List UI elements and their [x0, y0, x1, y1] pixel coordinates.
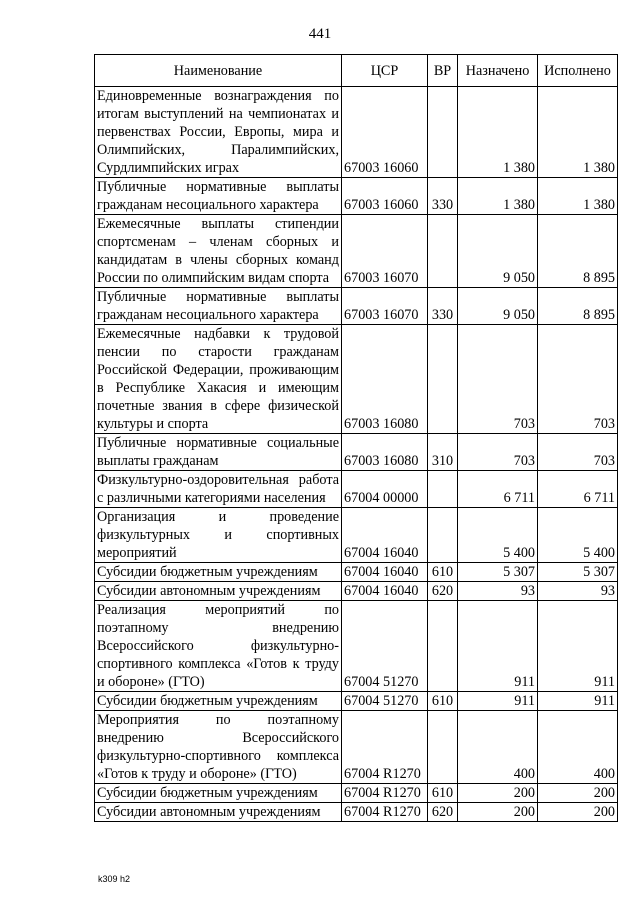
cell-csr: 67003 16060: [342, 87, 428, 178]
table-body: [95, 87, 618, 822]
cell-name: Субсидии бюджетным учреждениям: [95, 563, 342, 582]
table-row: [95, 508, 618, 563]
cell-name: Физкультурно-оздоровительная работа с различными категориями населения: [95, 471, 342, 508]
table-row: [95, 178, 618, 215]
header-name: Наименование: [95, 55, 342, 87]
cell-csr: 67003 16080: [342, 325, 428, 434]
cell-name: Организация и проведение физкультурных и спортивных мероприятий: [95, 508, 342, 563]
cell-assigned: 9 050: [458, 288, 538, 325]
cell-name: Ежемесячные надбавки к трудовой пенсии по старости гражданам Российской Федерации, проживающим в Республике Хакасия и имеющим почетные звания в сфере физической культуры и спорта: [95, 325, 342, 434]
table-row: [95, 601, 618, 692]
cell-executed: 5 307: [538, 563, 618, 582]
cell-assigned: 9 050: [458, 215, 538, 288]
cell-vr: [428, 508, 458, 563]
cell-vr: 610: [428, 784, 458, 803]
cell-csr: 67004 16040: [342, 582, 428, 601]
cell-csr: 67004 16040: [342, 508, 428, 563]
table-row: [95, 288, 618, 325]
cell-executed: 1 380: [538, 178, 618, 215]
table-row: [95, 87, 618, 178]
table-row: [95, 784, 618, 803]
cell-csr: 67004 16040: [342, 563, 428, 582]
cell-csr: 67003 16080: [342, 434, 428, 471]
cell-vr: 620: [428, 582, 458, 601]
cell-executed: 703: [538, 325, 618, 434]
cell-name: Ежемесячные выплаты стипендии спортсменам – членам сборных и кандидатам в члены сборных команд России по олимпийским видам спорта: [95, 215, 342, 288]
cell-csr: 67003 16070: [342, 215, 428, 288]
cell-executed: 400: [538, 711, 618, 784]
cell-vr: 620: [428, 803, 458, 822]
header-assigned: Назначено: [458, 55, 538, 87]
cell-vr: [428, 87, 458, 178]
table-row: [95, 434, 618, 471]
cell-name: Субсидии автономным учреждениям: [95, 582, 342, 601]
cell-assigned: 5 400: [458, 508, 538, 563]
cell-executed: 8 895: [538, 215, 618, 288]
cell-csr: 67003 16060: [342, 178, 428, 215]
cell-vr: 610: [428, 692, 458, 711]
cell-name: Единовременные вознаграждения по итогам выступлений на чемпионатах и первенствах России, Европы, мира и Олимпийских, Паралимпийских, Сурдлимпийских играх: [95, 87, 342, 178]
table-header-row: [95, 55, 618, 87]
table-row: [95, 563, 618, 582]
cell-name: Субсидии бюджетным учреждениям: [95, 784, 342, 803]
header-executed: Исполнено: [538, 55, 618, 87]
cell-vr: [428, 711, 458, 784]
cell-assigned: 200: [458, 803, 538, 822]
table-row: [95, 692, 618, 711]
cell-assigned: 1 380: [458, 87, 538, 178]
cell-assigned: 6 711: [458, 471, 538, 508]
cell-csr: 67004 51270: [342, 601, 428, 692]
cell-vr: [428, 471, 458, 508]
header-vr: ВР: [428, 55, 458, 87]
cell-executed: 93: [538, 582, 618, 601]
cell-name: Публичные нормативные социальные выплаты гражданам: [95, 434, 342, 471]
cell-name: Мероприятия по поэтапному внедрению Всероссийского физкультурно-спортивного комплекса «Готов к труду и обороне» (ГТО): [95, 711, 342, 784]
table-row: [95, 325, 618, 434]
cell-csr: 67003 16070: [342, 288, 428, 325]
page-number: 441: [308, 26, 332, 42]
cell-assigned: 93: [458, 582, 538, 601]
cell-executed: 703: [538, 434, 618, 471]
header-csr: ЦСР: [342, 55, 428, 87]
cell-vr: 310: [428, 434, 458, 471]
cell-executed: 6 711: [538, 471, 618, 508]
cell-executed: 1 380: [538, 87, 618, 178]
cell-assigned: 911: [458, 692, 538, 711]
cell-name: Реализация мероприятий по поэтапному внедрению Всероссийского физкультурно-спортивного комплекса «Готов к труду и обороне» (ГТО): [95, 601, 342, 692]
cell-assigned: 703: [458, 434, 538, 471]
table-row: [95, 215, 618, 288]
budget-table: [94, 54, 618, 822]
cell-name: Публичные нормативные выплаты гражданам несоциального характера: [95, 288, 342, 325]
cell-executed: 8 895: [538, 288, 618, 325]
cell-vr: [428, 325, 458, 434]
cell-executed: 5 400: [538, 508, 618, 563]
cell-csr: 67004 R1270: [342, 711, 428, 784]
cell-csr: 67004 R1270: [342, 784, 428, 803]
table-row: [95, 803, 618, 822]
cell-assigned: 5 307: [458, 563, 538, 582]
footer-code: k309 h2: [98, 874, 131, 884]
cell-csr: 67004 00000: [342, 471, 428, 508]
table-row: [95, 582, 618, 601]
cell-name: Публичные нормативные выплаты гражданам несоциального характера: [95, 178, 342, 215]
cell-vr: 610: [428, 563, 458, 582]
cell-assigned: 703: [458, 325, 538, 434]
table-row: [95, 471, 618, 508]
cell-csr: 67004 51270: [342, 692, 428, 711]
table-row: [95, 711, 618, 784]
cell-executed: 200: [538, 784, 618, 803]
cell-assigned: 1 380: [458, 178, 538, 215]
cell-assigned: 911: [458, 601, 538, 692]
cell-name: Субсидии бюджетным учреждениям: [95, 692, 342, 711]
cell-vr: [428, 601, 458, 692]
cell-vr: 330: [428, 288, 458, 325]
cell-csr: 67004 R1270: [342, 803, 428, 822]
cell-executed: 911: [538, 601, 618, 692]
cell-executed: 911: [538, 692, 618, 711]
cell-name: Субсидии автономным учреждениям: [95, 803, 342, 822]
cell-vr: [428, 215, 458, 288]
cell-vr: 330: [428, 178, 458, 215]
cell-executed: 200: [538, 803, 618, 822]
cell-assigned: 200: [458, 784, 538, 803]
cell-assigned: 400: [458, 711, 538, 784]
